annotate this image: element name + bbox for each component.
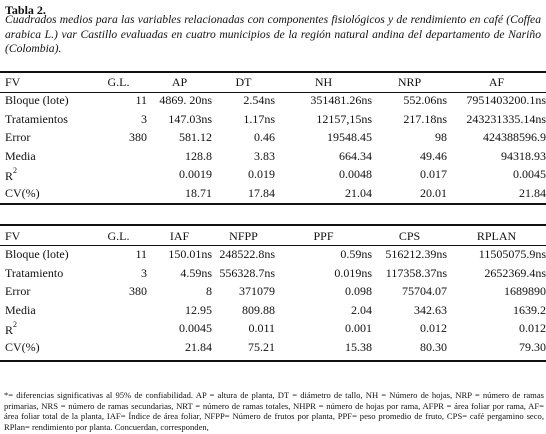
table-cell: 1.17ns — [243, 111, 275, 126]
table-cell: 18.71 — [185, 185, 212, 200]
table-cell — [90, 166, 147, 185]
table2-header-rplan: RPLAN — [476, 228, 517, 243]
table2-header-rule — [0, 245, 546, 246]
row-label: $R^2$ — [5, 165, 18, 183]
table-row — [0, 283, 546, 302]
table-cell: 1639.2 — [513, 302, 546, 317]
table2-header-fv: FV — [5, 228, 21, 243]
table-cell — [90, 338, 147, 357]
table-cell: 2.54ns — [243, 93, 275, 108]
table-cell: 8 — [206, 284, 212, 299]
row-label: Bloque (lote) — [5, 93, 69, 108]
table-cell: 0.098 — [345, 284, 372, 299]
table-cell: 0.001 — [345, 321, 372, 336]
row-label: CV(%) — [5, 185, 40, 200]
table-cell — [90, 320, 147, 339]
table2-bottom-rule — [0, 360, 546, 362]
table-title: Tabla 2. — [5, 3, 46, 17]
table-cell: 21.84 — [185, 339, 212, 354]
table-cell: 75.21 — [248, 339, 275, 354]
table1-bottom-rule — [0, 203, 546, 205]
table2-header-row — [0, 227, 546, 246]
table-cell: 4869. 20ns — [159, 93, 212, 108]
table-cell: 556328.7ns — [219, 265, 275, 280]
table-cell: 19548.45 — [327, 130, 372, 145]
table-cell: 20.01 — [420, 185, 447, 200]
table-cell: 371079 — [239, 284, 275, 299]
table-cell: 21.84 — [519, 185, 546, 200]
table-row — [0, 264, 546, 283]
row-label: Tratamiento — [5, 265, 64, 280]
table-cell — [90, 147, 147, 166]
table-cell: 0.019ns — [334, 265, 372, 280]
table2-header-gl: G.L. — [107, 228, 130, 243]
table-cell: 15.38 — [345, 339, 372, 354]
table-row — [0, 338, 546, 357]
row-label: Error — [5, 130, 31, 145]
table-cell: 0.017 — [420, 167, 447, 182]
table-cell: 1689890 — [504, 284, 546, 299]
table-cell: 0.0019 — [179, 167, 212, 182]
table-cell: 351481.26ns — [310, 93, 372, 108]
table2-header-ppf: PPF — [313, 228, 334, 243]
table-cell: 21.04 — [345, 185, 372, 200]
table-cell: 2.04 — [351, 302, 372, 317]
table1-header-nh: NH — [314, 74, 333, 89]
table-row — [0, 320, 546, 339]
table1-header-af: AF — [488, 74, 505, 89]
table-cell: 0.012 — [519, 321, 546, 336]
table-cell: 94318.93 — [501, 148, 546, 163]
table-cell: 424388596.9 — [483, 130, 546, 145]
table-cell: 342.63 — [414, 302, 447, 317]
table-2 — [0, 227, 546, 357]
table-cell: 2652369.4ns — [484, 265, 546, 280]
table-caption: Cuadrados medios para las variables relacionadas con componentes fisiológicos y de rendimiento en café (Coffea arabica L.) var Castillo evaluadas en cuatro municipios de la región natural andina del departamento de Nariño (Colombia). — [5, 13, 541, 55]
table-row — [0, 184, 546, 203]
table-cell: 0.0048 — [339, 167, 372, 182]
table2-header-iaf: IAF — [169, 228, 190, 243]
row-label: Media — [5, 302, 36, 317]
table-cell: 98 — [435, 130, 447, 145]
table-cell: 49.46 — [420, 148, 447, 163]
table-cell: 3 — [141, 111, 147, 126]
table-row — [0, 110, 546, 129]
table-cell: 4.59ns — [180, 265, 212, 280]
table1-header-row — [0, 73, 546, 92]
table-cell: 80.30 — [420, 339, 447, 354]
table-row — [0, 92, 546, 111]
table-cell: 380 — [129, 284, 147, 299]
table-cell: 581.12 — [179, 130, 212, 145]
table-cell: 0.019 — [248, 167, 275, 182]
table-cell: 0.0045 — [513, 167, 546, 182]
table-cell: 12.95 — [185, 302, 212, 317]
table-cell: 12157,15ns — [316, 111, 372, 126]
table-cell: 664.34 — [339, 148, 372, 163]
table-cell — [90, 301, 147, 320]
table-cell: 7951403200.1ns — [466, 93, 546, 108]
table1-header-ap: AP — [171, 74, 188, 89]
table-cell: 552.06ns — [403, 93, 447, 108]
table-cell: 380 — [129, 130, 147, 145]
table-cell: 117358.37ns — [385, 265, 447, 280]
row-label: Media — [5, 148, 36, 163]
table-cell: 0.59ns — [340, 247, 372, 262]
table-row — [0, 166, 546, 185]
table1-header-nrp: NRP — [397, 74, 422, 89]
table-row — [0, 301, 546, 320]
table-cell: 3 — [141, 265, 147, 280]
table-row — [0, 129, 546, 148]
table-cell: 0.012 — [420, 321, 447, 336]
table-cell: 11 — [135, 93, 147, 108]
table-cell: 0.46 — [254, 130, 275, 145]
table-cell: 516212.39ns — [385, 247, 447, 262]
table-cell: 0.011 — [248, 321, 275, 336]
table-cell: 809.88 — [242, 302, 275, 317]
table-cell: 75704.07 — [402, 284, 447, 299]
table-cell: 3.83 — [254, 148, 275, 163]
table-row — [0, 246, 546, 265]
table-footnote: *= diferencias significativas al 95% de confiabilidad. AP = altura de planta, DT = diámetro de tallo, NH = Número de hojas, NRP = número de ramas primarias, NRS = número de ramas secundarias, NRT = número de ramas totales, NHPR = número de hojas por rama, AFPR = área foliar por rama, AF= área foliar total de la planta, IAF= Índice de área foliar, NFPP= Número de frutos por planta, PPF= peso promedio de fruto, CPS= café pergamino seco, RPlan= rendimiento por planta. Concuerdan, corresponden, — [4, 390, 544, 432]
table-cell — [90, 184, 147, 203]
row-label: Error — [5, 284, 31, 299]
row-label: CV(%) — [5, 339, 40, 354]
table2-header-nfpp: NFPP — [229, 228, 258, 243]
row-label: $R^2$ — [5, 319, 18, 337]
table-cell: 11505075.9ns — [478, 247, 546, 262]
table-cell: 79.30 — [519, 339, 546, 354]
table1-header-fv: FV — [5, 74, 21, 89]
table-cell: 17.84 — [248, 185, 275, 200]
table2-top-rule — [0, 224, 546, 226]
table-cell: 128.8 — [185, 148, 212, 163]
table-cell: 0.0045 — [179, 321, 212, 336]
table1-header-gl: G.L. — [107, 74, 130, 89]
table1-header-dt: DT — [235, 74, 252, 89]
table-cell: 248522.8ns — [219, 247, 275, 262]
table-cell: 243231335.14ns — [466, 111, 546, 126]
table-cell: 11 — [135, 247, 147, 262]
table-cell: 217.18ns — [403, 111, 447, 126]
table-cell: 150.01ns — [168, 247, 212, 262]
row-label: Tratamientos — [5, 111, 68, 126]
row-label: Bloque (lote) — [5, 247, 69, 262]
table-row — [0, 147, 546, 166]
table2-header-cps: CPS — [398, 228, 421, 243]
table-cell: 147.03ns — [168, 111, 212, 126]
table1-header-rule — [0, 92, 546, 93]
